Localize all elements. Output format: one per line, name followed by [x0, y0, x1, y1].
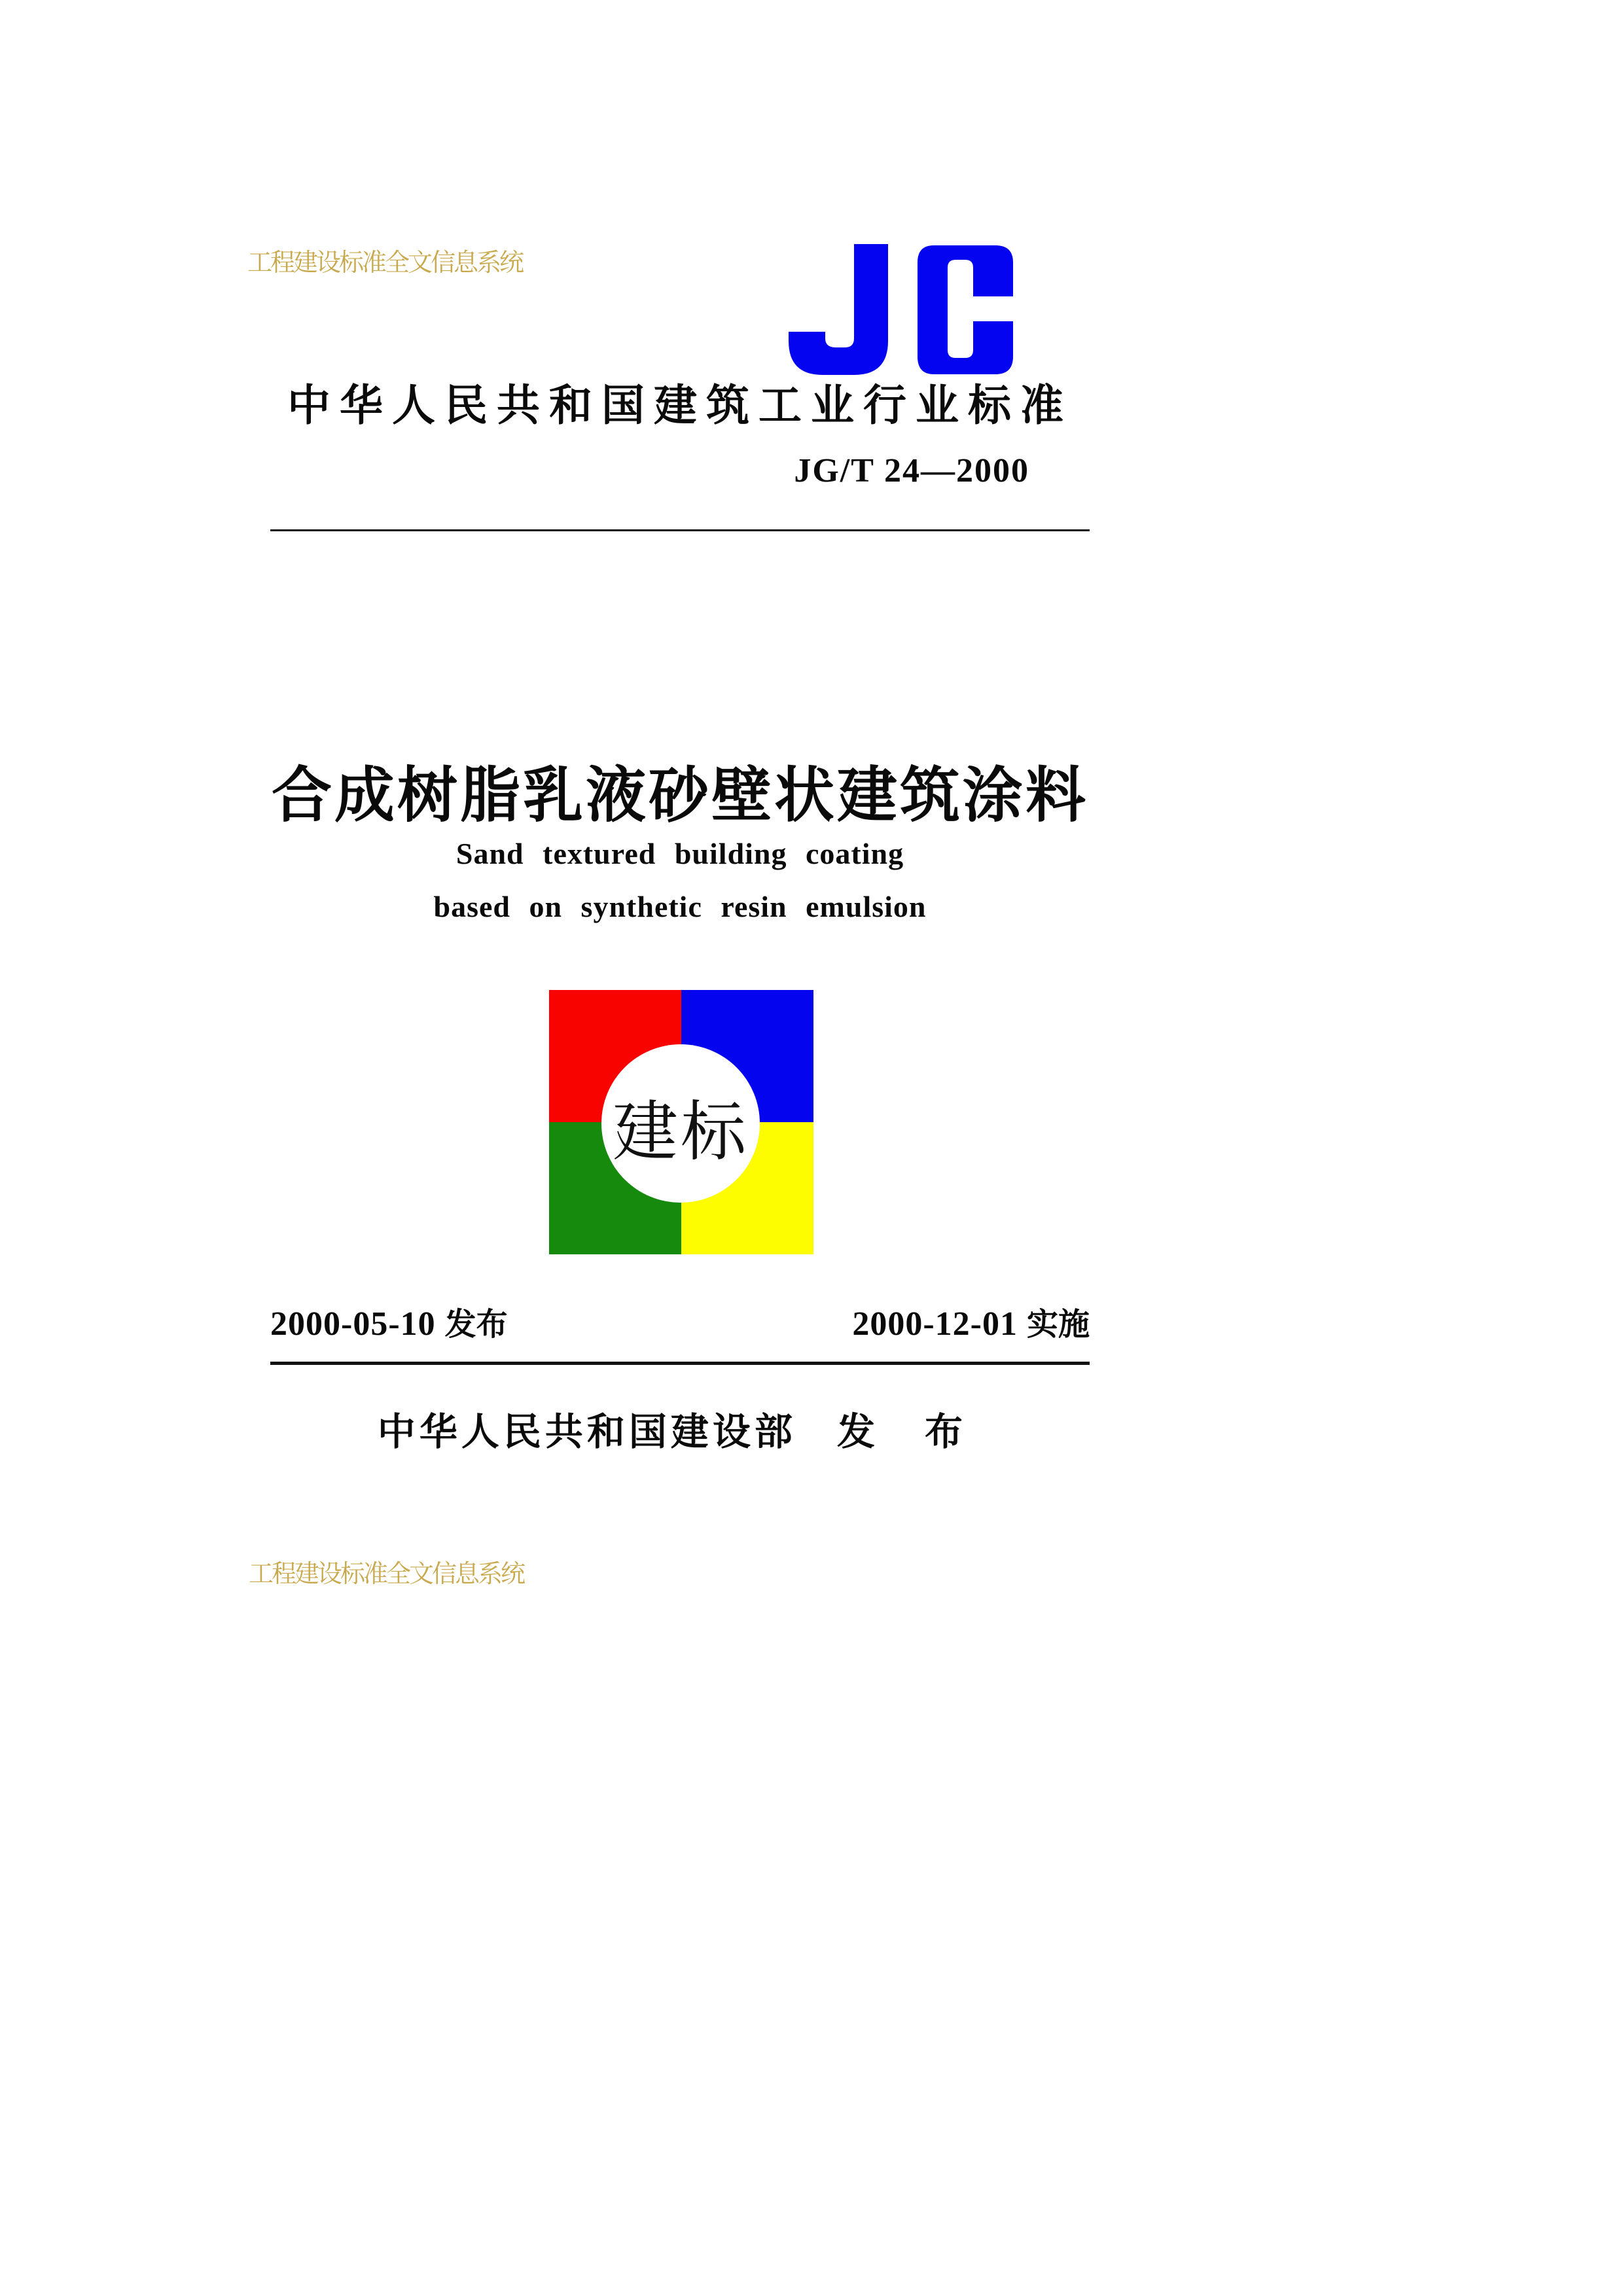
dates-row [270, 1307, 1090, 1341]
jianbiao-emblem [549, 990, 813, 1254]
watermark-bottom: 工程建设标准全文信息系统 [249, 1561, 524, 1588]
standard-type-heading: 中华人民共和国建筑工业行业标准 [287, 381, 1073, 429]
watermark-top: 工程建设标准全文信息系统 [247, 249, 523, 277]
implementation-date: 2000-12-01 [852, 1305, 1018, 1343]
issue-date: 2000-05-10 [270, 1305, 436, 1343]
jg-logo [789, 244, 1013, 375]
standard-number: JG/T 24—2000 [794, 452, 1029, 489]
emblem-label: 建标 [613, 1095, 749, 1169]
issue-date-group [270, 1307, 508, 1341]
title-english-line1: Sand textured building coating [455, 837, 904, 870]
publisher-line [270, 1413, 1090, 1451]
jg-letter-j-glyph [789, 244, 888, 375]
publisher-action: 发 布 [836, 1411, 983, 1453]
title-english-line2: based on synthetic resin emulsion [433, 890, 927, 923]
publisher-name: 中华人民共和国建设部 [377, 1411, 796, 1453]
jg-letter-g-glyph [918, 245, 1013, 374]
footer-divider-line [270, 1362, 1090, 1365]
implementation-label: 实施 [1026, 1307, 1090, 1342]
emblem-circle [601, 1044, 760, 1203]
implementation-date-group [852, 1307, 1090, 1341]
header-divider-line [270, 529, 1090, 531]
title-chinese: 合成树脂乳液砂壁状建筑涂料 [271, 762, 1088, 829]
issue-label: 发布 [444, 1307, 508, 1342]
